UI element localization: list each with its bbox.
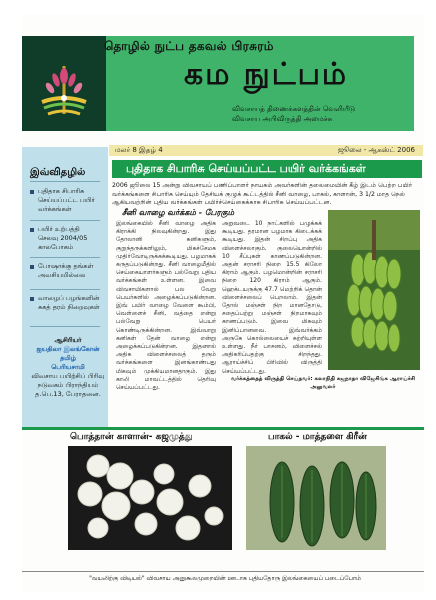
wheat-emblem-icon xyxy=(22,36,106,131)
mushroom-photo xyxy=(68,446,232,550)
contents-item[interactable]: புதிதாக சிபாரிசு செய்யப்பட்ட பயிர் வர்க்கங்கள் xyxy=(38,187,95,213)
bittergourd-title: பாகல் - மாத்தளை கிரீன் xyxy=(268,432,367,442)
section-divider xyxy=(22,427,424,430)
footer-divider xyxy=(22,571,424,572)
issue-volume: மலர் 8 இதழ் 4 xyxy=(115,146,163,154)
publisher-line-2: விவசாய அபிவிருத்தி அமைச்சு xyxy=(232,115,333,123)
mushroom-title: பொத்தான் காளான்- கஜமுத்து xyxy=(70,432,193,442)
editor-role: பெரியசாமி xyxy=(51,363,85,371)
sidebar-divider xyxy=(30,257,100,258)
sidebar-title: இவ்விதழில் xyxy=(30,167,86,178)
article-column-1: இலங்கையில் சீனி வாழை அதிக கிராக்கி நிலவுகின்றது. இது தோலானி கனிகளும், குறுந்தருக்களிலும், மிகச்சேமக முதிர்வோடிருக்கக்கூடியது. பழமாகக் கருதப்படுகின்றது. சீனி வாழைமீதில் செய்கையாளர்களும் பல்வேறு புதிய வர்க்கங்கள் உள்ளன. இவை விவசாயிகளால் பல வேறு பெயர்களில் அழைக்கப்படுகின்றன. இவ் பயிர் வாழை வேளை கூம்பி, வெள்ளைச் சீனி, வத்தை என்று பல்வேறு பெயர் கொண்டிருக்கின்றன. இவ்வாறு கனிகள் தேன் வாழை என்று அழைக்கப்படுகின்றன. இதனால் அதிக விளைச்சலைத் தரும் வர்க்கங்களை இனங்காண்பது மிகவும் முக்கியமானதாகும். இது காலி மாவட்டத்தில் தெரிவு செய்யப்பட்டது. xyxy=(116,220,216,392)
editor-org: விவசாய பயிற்சிப் பிரிவு நடுவகம் பிராந்தியம் xyxy=(31,372,105,389)
sidebar-divider xyxy=(30,326,100,327)
section-title: சீனி வாழை வர்க்கம் - பேரகும் xyxy=(122,208,235,217)
bittergourd-photo xyxy=(246,446,386,550)
sidebar-divider xyxy=(30,289,100,290)
issue-date: ஜூலை - ஆகஸ்ட் 2006 xyxy=(337,146,415,154)
issue-bar xyxy=(109,145,423,156)
bullet-icon xyxy=(30,265,34,269)
contents-item[interactable]: பயிர் உற்பத்தி செலவு 2004/05 காலபோகம் xyxy=(38,225,88,251)
banana-photo xyxy=(328,210,420,370)
editor-name: ஐயதிலா இலங்கோன் தமிழ் xyxy=(36,345,100,362)
bullet-icon xyxy=(30,228,34,232)
newsletter-title: கம நுட்பம் xyxy=(184,57,349,92)
bullet-icon xyxy=(30,297,34,301)
department-logo xyxy=(22,36,106,131)
editor-address: த.பெ.13, பேராதனை. xyxy=(35,390,101,398)
contents-item[interactable]: வாழைப் பழங்களின் சுகத் தரம் நிறைவுகள் xyxy=(38,294,100,311)
sidebar-divider xyxy=(30,181,100,182)
article-headline: புதிதாக சிபாரிசு செய்யப்பட்ட பயிர் வர்க்கங்கள் xyxy=(112,160,422,178)
article-column-2: அறுவடை 10 நாட்களில் பழுக்கக் கூடியது. தரமான பழமாக கிடைக்கக் கூடியது. இதன் சிறப்பு அதிக விளைச்சலாகும். குலையொன்றில் 10 சீப்புகள் காணப்படுகின்றன. அதன் சராசரி நிறை 15.5 கிலோ கிராம் ஆகும். பழமொன்றின் சராசரி நிறை 120 கிராம் ஆகும். ஹெக்டயருக்கு 47.7 மெற்றிக் தொன் விளைச்சலைப் பெறலாம். இதன் தோல் மஞ்சள் நிற மானதோடு, சதைப்பற்று மஞ்சள் நிறமாகவும் காணப்படும். இவை மிகவும் இனிப்பானவை. இவ்வர்க்கம் அருகே கொல்லையைச் சுற்றியுள்ள உள்ளது. நீர் பாசனம், விளைச்சல் அதிகரிப்பதற்கு சிறந்தது. ஆராய்ச்சிப் பிரிவில் விருத்தி செய்யப்பட்டது. xyxy=(222,220,322,375)
publication-type: தொழில் நுட்ப தகவல் பிரசுரம் xyxy=(104,39,274,53)
sidebar-divider xyxy=(30,220,100,221)
publisher-line-1: விவசாயத் திணைக்களத்தின் வெளியீடு xyxy=(232,105,355,113)
editor-label: ஆசிரியர் xyxy=(54,336,82,344)
banana-caption: வர்க்கத்தைத் விருத்தி செய்தவர்: கலாநிதி கஜநாதா விஜேசிங்க ஆராய்ச்சி அலுவலர் xyxy=(230,376,416,390)
contents-item[interactable]: போஷாக்கு தங்கள் அவசியமில்லை xyxy=(38,262,94,279)
footer-slogan: "வயலிற்கு விடியல்" விவசாய அனுகூலமுறையின் ஊடாக புதியதோரு இலங்கையைப் படைப்போம் xyxy=(89,575,361,582)
editor-block xyxy=(30,336,106,399)
bullet-icon xyxy=(30,190,34,194)
article-intro: 2006 ஜூலை 15 அன்று விவசாயப் பணிப்பாளர் நாயகம் அவர்களின் தலைமையின் கீழ் இடம் பெற்ற பயிர் வர்க்கங்களை சிபாரிசு செய்யும் தேசியக் குழுக் கூட்டத்தில் சீனி வாழை, பாகல், காளான், 3 1/2 மாத நெல் ஆகியவற்றின் புதிய வர்க்கங்கள் பயிர்ச்செய்கைக்காக சிபாரிசு செய்யப்பட்டன. xyxy=(112,182,413,206)
publisher-info xyxy=(232,104,355,124)
